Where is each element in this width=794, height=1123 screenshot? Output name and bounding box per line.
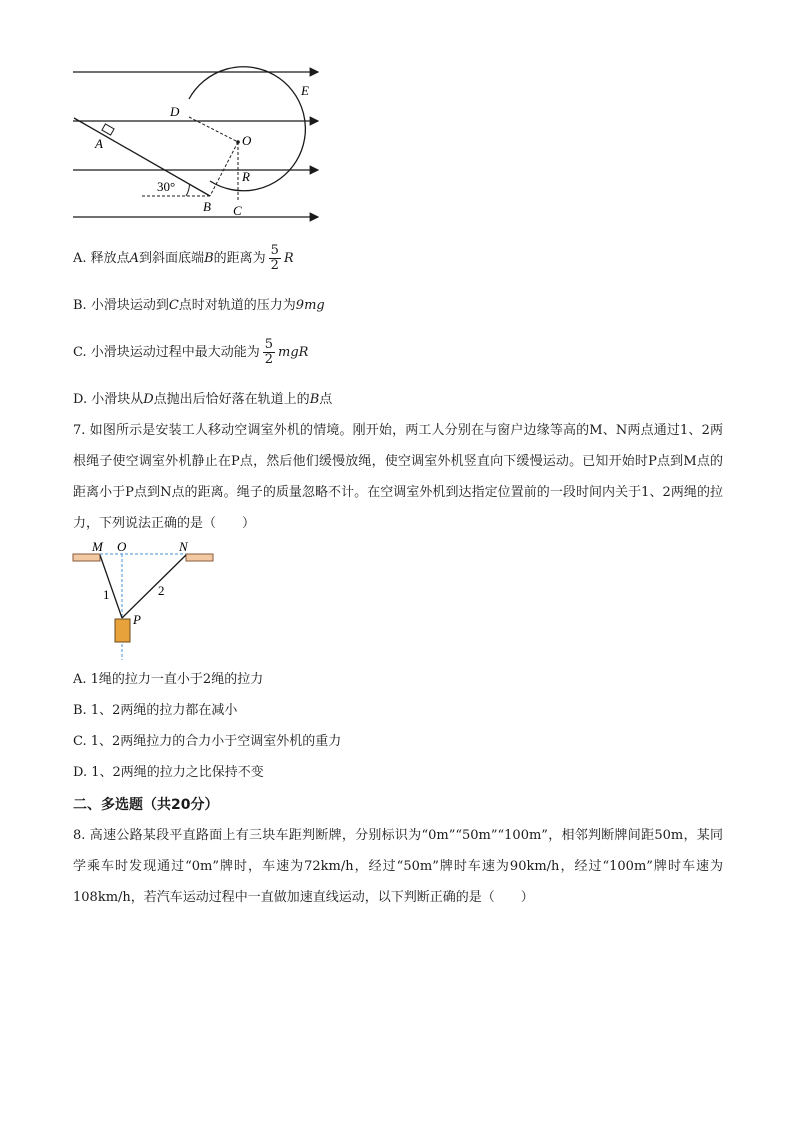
q6-option-c: C. 小滑块运动过程中最大动能为 $\frac{5}{2}$ mgR [73,337,309,367]
figure-air-conditioner [70,538,220,663]
ledge-left [73,554,100,561]
figure-incline-circle [70,60,330,225]
q7-option-b: B. 1、2两绳的拉力都在减小 [73,703,238,718]
q6-option-a: A. 释放点A到斜面底端B的距离为 $\frac{5}{2}$ R [73,243,294,273]
field-lines [73,72,318,217]
label-B: B [203,199,211,214]
q7-option-d: D. 1、2两绳的拉力之比保持不变 [73,765,264,780]
label-A: A [95,136,103,151]
label-C: C [233,203,242,218]
q7-option-a: A. 1绳的拉力一直小于2绳的拉力 [73,672,264,687]
section-heading: 二、多选题（共20分） [73,797,219,813]
rope-2 [122,555,186,618]
label-N: N [179,539,188,554]
label-M: M [92,539,103,554]
label-angle: 30° [157,179,176,194]
label-D: D [170,104,180,119]
q7-stem: 7. 如图所示是安装工人移动空调室外机的情境。刚开始，两工人分别在与窗户边缘等高的M、N两点通过1、2两根绳子使空调室外机静止在P点，然后他们缓慢放绳，使空调室外机竖直向下缓慢运动。已知开始时P点到M点的距离小于P点到N点的距离。绳子的质量忽略不计。在空调室外机到达指定位置前的一段时间内关于1、2两绳的拉力，下列说法正确的是（ ） [73,423,723,531]
label-O: O [242,133,252,148]
ledge-right [186,554,213,561]
fraction: $\frac{5}{2}$ [270,243,279,273]
q7-option-c: C. 1、2两绳拉力的合力小于空调室外机的重力 [73,734,342,749]
label-rope-1: 1 [103,587,110,602]
ac-unit [115,619,130,642]
label-O: O [117,539,127,554]
fraction: $\frac{5}{2}$ [264,337,274,367]
label-P: P [133,612,141,627]
label-rope-2: 2 [158,583,165,598]
slider-block [102,124,114,135]
angle-arc [186,184,190,196]
q6-option-b: B. 小滑块运动到C点时对轨道的压力为9mg [73,298,325,313]
label-E: E [301,83,309,98]
q6-option-d: D. 小滑块从D点抛出后恰好落在轨道上的B点 [73,392,333,407]
center-point [236,140,240,144]
label-R: R [242,169,250,184]
q8-stem: 8. 高速公路某段平直路面上有三块车距判断牌，分别标识为“0m”“50m”“100m”，相邻判断牌间距50m，某同学乘车时发现通过“0m”牌时，车速为72km/h，经过“50m”牌时车速为90km/h，经过“100m”牌时车速为108km/h，若汽车运动过程中一直做加速直线运动，以下判断正确的是（ ） [73,828,723,905]
